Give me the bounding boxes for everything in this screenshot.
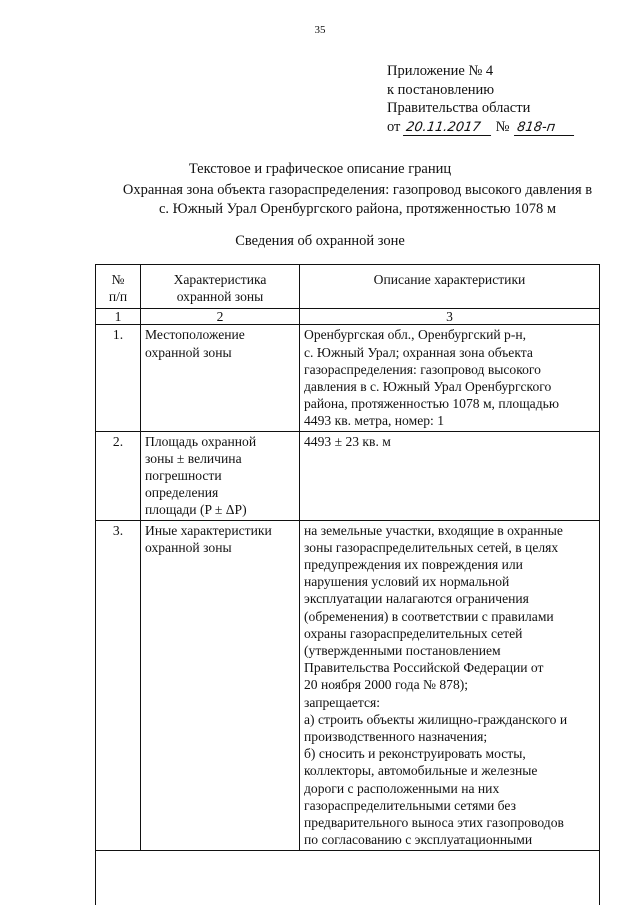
characteristic-line: погрешности: [145, 468, 222, 484]
column-number-row: [96, 309, 600, 325]
protection-zone-table-container: [95, 264, 600, 905]
appendix-line-1: Приложение № 4: [387, 63, 494, 79]
protection-zone-table: [95, 264, 600, 851]
section-title: Сведения об охранной зоне: [235, 233, 405, 249]
document-subtitle: [95, 181, 620, 219]
description-line: предупреждения их повреждения или: [304, 557, 523, 573]
description-line: газораспределения: газопровод высокого: [304, 361, 541, 377]
characteristic-line: определения: [145, 485, 219, 501]
appendix-date-line: [387, 118, 575, 137]
header-col-1-line-1: №: [111, 272, 125, 287]
row-number: 3.: [96, 520, 141, 850]
handwritten-date: 20.11.2017: [403, 121, 493, 136]
header-col-2: [141, 265, 300, 309]
description-line: с. Южный Урал; охранная зона объекта: [304, 344, 533, 360]
appendix-line-3: Правительства области: [387, 100, 531, 116]
description-line: 4493 кв. метра, номер: 1: [304, 413, 444, 429]
description-line: (утвержденными постановлением: [304, 643, 501, 659]
description-line: газораспределительными сетями без: [304, 797, 516, 813]
description-line: нарушения условий их нормальной: [304, 574, 510, 590]
characteristic-line: Иные характеристики: [145, 522, 272, 538]
characteristic-line: Площадь охранной: [145, 433, 257, 449]
characteristic-line: охранной зоны: [145, 539, 232, 555]
table-row: [96, 431, 600, 520]
number-prefix: №: [495, 118, 510, 135]
appendix-line-2: к постановлению: [387, 81, 495, 98]
row-description: [300, 520, 600, 850]
characteristic-line: Местоположение: [145, 327, 245, 343]
characteristic-line: охранной зоны: [145, 344, 232, 360]
description-line: 4493 ± 23 кв. м: [304, 433, 391, 449]
description-line: Оренбургская обл., Оренбургский р-н,: [304, 327, 527, 343]
description-line: (обременения) в соответствии с правилами: [304, 608, 554, 624]
description-line: 20 ноября 2000 года № 878);: [304, 677, 469, 693]
description-line: эксплуатации налагаются ограничения: [304, 591, 529, 607]
header-col-3: [300, 265, 600, 309]
description-line: дороги с расположенными на них: [304, 780, 500, 796]
handwritten-number: 818-п: [514, 121, 576, 136]
description-line: давления в с. Южный Урал Оренбургского: [304, 379, 552, 395]
table-row: [96, 520, 600, 850]
column-number: 2: [141, 309, 300, 325]
row-characteristic: [141, 520, 300, 850]
row-description: [300, 431, 600, 520]
row-number: 2.: [96, 431, 141, 520]
table-header-row: [96, 265, 600, 309]
row-number: 1.: [96, 325, 141, 431]
description-line: охраны газораспределительных сетей: [304, 625, 523, 641]
document-title: Текстовое и графическое описание границ: [188, 161, 452, 177]
characteristic-line: зоны ± величина: [145, 450, 242, 466]
description-line: предварительного выноса этих газопроводов: [304, 815, 564, 831]
characteristic-line: площади (P ± ΔP): [145, 502, 247, 518]
row-description: [300, 325, 600, 431]
header-col-1: [96, 265, 141, 309]
header-col-2-line-1: Характеристика: [173, 272, 267, 287]
header-col-2-line-2: охранной зоны: [176, 289, 264, 305]
date-prefix: от: [387, 118, 401, 135]
column-number: 1: [96, 309, 141, 325]
description-line: производственного назначения;: [304, 729, 488, 745]
subtitle-line-1: Охранная зона объекта газораспределения: газопровод высокого давления в: [122, 182, 593, 198]
column-number: 3: [300, 309, 600, 325]
description-line: зоны газораспределительных сетей, в целях: [304, 539, 559, 555]
description-line: Правительства Российской Федерации от: [304, 660, 544, 676]
description-line: запрещается:: [304, 694, 381, 710]
header-col-1-line-2: п/п: [108, 289, 128, 305]
description-line: по согласованию с эксплуатационными: [304, 832, 533, 848]
row-characteristic: [141, 431, 300, 520]
description-line: коллекторы, автомобильные и железные: [304, 763, 538, 779]
row-characteristic: [141, 325, 300, 431]
description-line: а) строить объекты жилищно-гражданского и: [304, 711, 568, 727]
subtitle-line-2: с. Южный Урал Оренбургского района, протяженностью 1078 м: [158, 201, 557, 217]
description-line: района, протяженностью 1078 м, площадью: [304, 396, 559, 412]
header-col-3-line-1: Описание характеристики: [373, 272, 526, 287]
table-row: [96, 325, 600, 431]
description-line: на земельные участки, входящие в охранные: [304, 522, 563, 538]
description-line: б) сносить и реконструировать мосты,: [304, 746, 526, 762]
page-number: 35: [314, 24, 326, 36]
appendix-block: [387, 62, 575, 136]
